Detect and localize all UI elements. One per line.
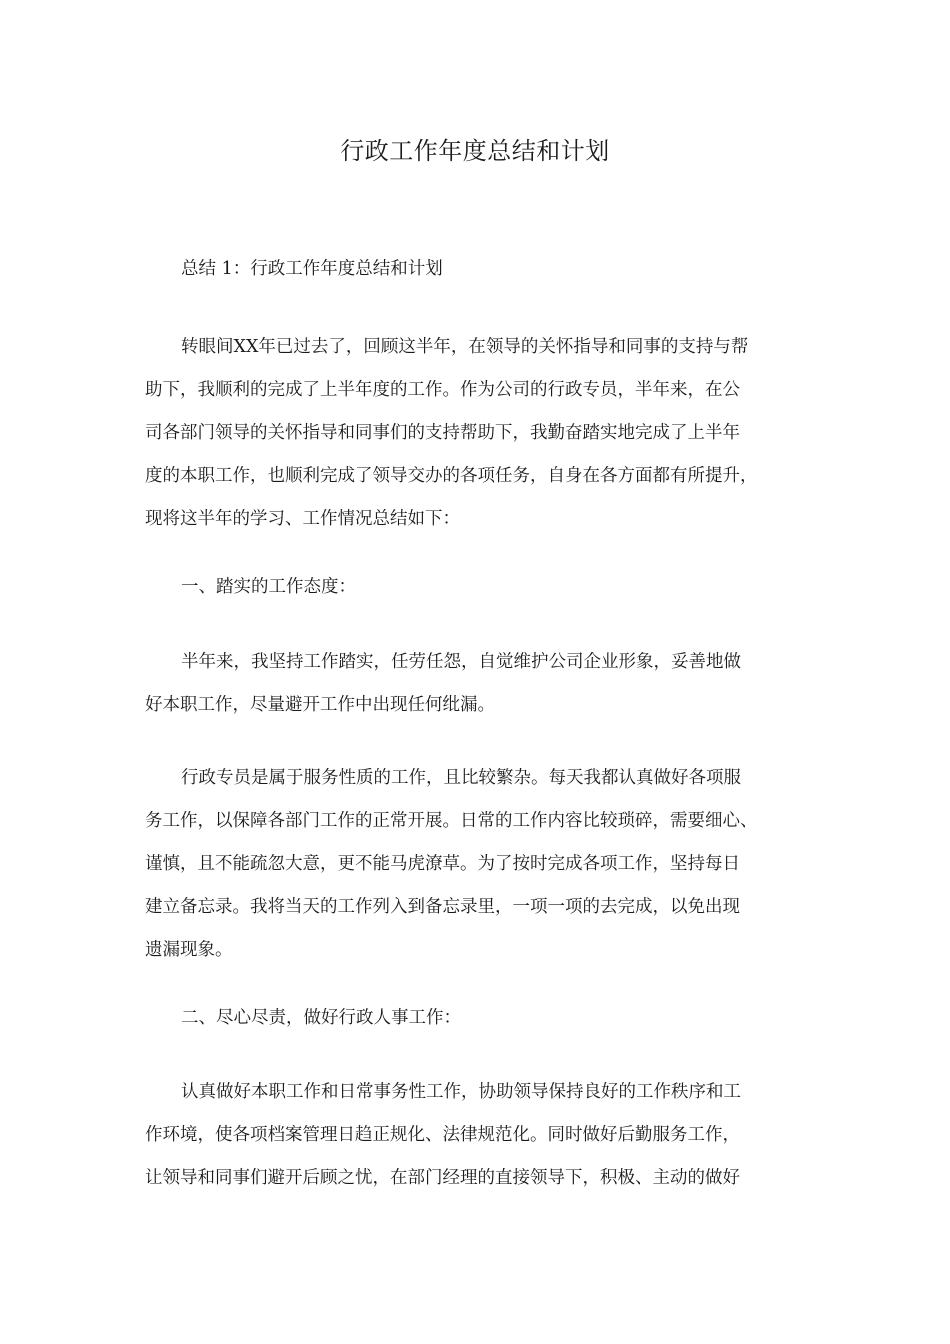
text-line: 好本职工作，尽量避开工作中出现任何纰漏。 <box>145 695 495 715</box>
text-line: 助下，我顺利的完成了上半年度的工作。作为公司的行政专员，半年来，在公 <box>145 380 740 400</box>
text-line: 现将这半年的学习、工作情况总结如下： <box>145 509 460 529</box>
text-line: 务工作，以保障各部门工作的正常开展。日常的工作内容比较琐碎，需要细心、 <box>145 811 758 831</box>
text-line: 谨慎，且不能疏忽大意，更不能马虎潦草。为了按时完成各项工作，坚持每日 <box>145 854 740 874</box>
text-line: 认真做好本职工作和日常事务性工作，协助领导保持良好的工作秩序和工 <box>181 1082 741 1102</box>
text-line: 行政专员是属于服务性质的工作，且比较繁杂。每天我都认真做好各项服 <box>181 768 741 788</box>
paragraph-duties <box>145 1071 813 1200</box>
text-line: 司各部门领导的关怀指导和同事们的支持帮助下，我勤奋踏实地完成了上半年 <box>145 423 740 443</box>
section-heading-1: 一、踏实的工作态度： <box>181 577 356 597</box>
section-subtitle: 总结 1：行政工作年度总结和计划 <box>181 259 443 279</box>
text-line: 作环境，使各项档案管理日趋正规化、法律规范化。同时做好后勤服务工作， <box>145 1125 740 1145</box>
paragraph-attitude <box>145 641 813 727</box>
paragraph-service <box>145 757 813 972</box>
text-line: 让领导和同事们避开后顾之忧，在部门经理的直接领导下，积极、主动的做好 <box>145 1168 740 1188</box>
text-line: 度的本职工作，也顺利完成了领导交办的各项任务，自身在各方面都有所提升， <box>145 466 758 486</box>
text-line: 转眼间XX年已过去了，回顾这半年，在领导的关怀指导和同事的支持与帮 <box>181 337 749 357</box>
paragraph-intro <box>145 326 813 541</box>
text-line: 半年来，我坚持工作踏实，任劳任怨，自觉维护公司企业形象，妥善地做 <box>181 652 741 672</box>
section-heading-2: 二、尽心尽责，做好行政人事工作： <box>181 1008 461 1028</box>
text-line: 建立备忘录。我将当天的工作列入到备忘录里，一项一项的去完成，以免出现 <box>145 897 740 917</box>
document-title: 行政工作年度总结和计划 <box>340 137 610 165</box>
text-line: 遗漏现象。 <box>145 940 233 960</box>
